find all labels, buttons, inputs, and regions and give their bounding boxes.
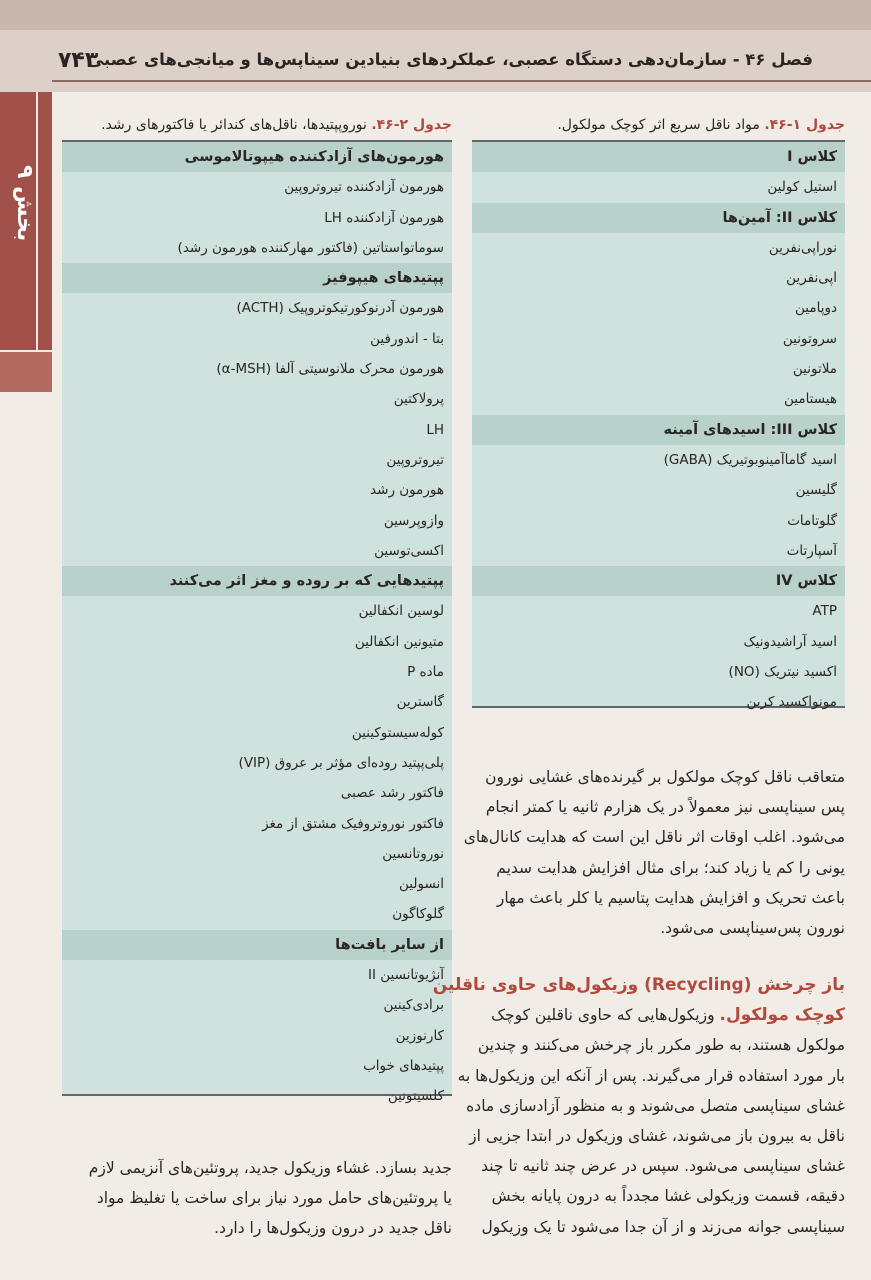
text-line: باعث تحریک و افزایش هدایت پتاسیم یا کلر باعث مهار <box>496 888 845 907</box>
table-row: فاکتور رشد عصبی <box>340 785 444 802</box>
table1-small-molecule-transmitters <box>472 140 845 711</box>
table-row: مونواکسید کربن <box>746 694 837 711</box>
table-row: دوپامین <box>795 300 837 317</box>
header-rule <box>52 80 871 82</box>
text-line: بار مورد استفاده قرار می‌گیرند. پس از آنکه این وزیکول‌ها به <box>457 1066 845 1085</box>
table-row: آنژیوتانسین II <box>368 967 444 984</box>
table-row: ملاتونین <box>792 361 837 378</box>
table-group-heading: کلاس IV <box>472 566 845 596</box>
section-subheading-line1: باز چرخش (Recycling) وزیکول‌های حاوی ناقلین <box>432 975 845 995</box>
table-row: بتا - اندورفین <box>370 330 444 347</box>
table-row: پلی‌پپتید روده‌ای مؤثر بر عروق (VIP) <box>238 754 444 771</box>
table-row: سوماتواستاتین (فاکتور مهارکننده هورمون رشد) <box>177 239 444 256</box>
table-row: هورمون آزادکننده تیروتروپین <box>284 179 444 196</box>
text-line: پس سیناپسی نیز معمولاً در یک هزارم ثانیه یا کمتر انجام <box>485 798 845 817</box>
section-subheading-line2: کوچک مولکول. <box>719 1005 845 1026</box>
table-row: پرولاکتین <box>393 391 444 408</box>
text-line: می‌شود. اغلب اوقات اثر ناقل این است که هدایت کانال‌های <box>463 828 845 847</box>
body-section-recycling <box>432 970 845 1242</box>
table-row: برادی‌کینین <box>383 997 444 1014</box>
table-row: لوسین انکفالین <box>358 603 444 620</box>
table-group-heading: پپتیدهای هیپوفیز <box>62 263 452 293</box>
table-group-heading: هورمون‌های آزادکننده هیپوتالاموسی <box>62 142 452 172</box>
table-row: سروتونین <box>782 330 837 347</box>
table-row: کوله‌سیستوکینین <box>351 724 444 741</box>
page-number: ۷۴۳ <box>58 48 99 73</box>
table2-neuropeptides <box>62 140 452 1105</box>
table-group-heading: کلاس III: اسیدهای آمینه <box>472 415 845 445</box>
table1-caption-label: جدول ۱-۴۶. <box>764 117 845 133</box>
table-row: وازوپرسین <box>383 512 444 529</box>
table-group-heading: کلاس I <box>472 142 845 172</box>
table-row: متیونین انکفالین <box>354 633 444 650</box>
header-top-band <box>0 0 871 30</box>
table-row: اکسید نیتریک (NO) <box>728 664 837 681</box>
table-row: هورمون آدرنوکورتیکوتروپیک (ACTH) <box>236 300 444 317</box>
table-row: اکسی‌توسین <box>374 542 444 559</box>
table-row: هورمون محرک ملانوسیتی آلفا (α-MSH) <box>216 361 444 378</box>
body-paragraph-3 <box>62 1153 452 1244</box>
table-row: فاکتور نوروتروفیک مشتق از مغز <box>262 815 444 832</box>
table-group-heading: کلاس II: آمین‌ها <box>472 203 845 233</box>
table-row: اسید آراشیدونیک <box>743 633 837 650</box>
table-row: گلوتامات <box>787 512 837 529</box>
side-tab-strip <box>0 352 52 392</box>
text-line: ناقل به بیرون باز می‌شوند، غشای وزیکول در ابتدا جزیی از <box>469 1127 845 1146</box>
table-group-heading: پپتیدهایی که بر روده و مغز اثر می‌کنند <box>62 566 452 596</box>
text-line: غشای سیناپسی متصل می‌شوند و به منظور آزادسازی ماده <box>466 1096 845 1115</box>
table-row: کلسیتونین <box>387 1088 444 1105</box>
table-row: گلیسین <box>795 482 837 499</box>
chapter-title: فصل ۴۶ - سازمان‌دهی دستگاه عصبی، عملکردهای بنیادین سیناپس‌ها و میانجی‌های عصبی <box>87 50 813 69</box>
body-paragraph-1 <box>463 762 845 943</box>
text-line: غشای سیناپسی می‌شود. سپس در عرض چند ثانیه تا چند <box>481 1157 845 1176</box>
text-line: یا پروتئین‌های حامل مورد نیاز برای ساخت یا تغلیظ مواد <box>96 1189 452 1208</box>
table-group-heading: از سایر بافت‌ها <box>62 930 452 960</box>
table-row: کارنوزین <box>395 1027 444 1044</box>
table-row: آسپارتات <box>786 542 837 559</box>
text-line: دقیقه، قسمت وزیکولی غشا مجدداً به درون پایانه بخش <box>491 1187 845 1206</box>
text-line: یونی را کم یا زیاد کند؛ برای مثال افزایش هدایت سدیم <box>496 858 845 877</box>
table-row: ماده P <box>407 664 444 681</box>
table-row: اسید گاماآمینوبوتیریک (GABA) <box>663 451 837 468</box>
table-row: نوروتانسین <box>382 845 444 862</box>
table1-caption <box>465 117 845 133</box>
section-side-label: بخش ۹ <box>12 165 37 242</box>
table-row: ATP <box>812 603 837 620</box>
table-row: LH <box>426 421 444 438</box>
text-line: سیناپسی جوانه می‌زند و از آن جدا می‌شود تا یک وزیکول <box>481 1217 845 1236</box>
table-row: پپتیدهای خواب <box>363 1057 444 1074</box>
table2-caption-label: جدول ۲-۴۶. <box>371 117 452 133</box>
table-row: گاسترین <box>396 694 444 711</box>
table-row: هورمون رشد <box>370 482 444 499</box>
table-row: انسولین <box>399 876 444 893</box>
text-line: نورون پس‌سیناپسی می‌شود. <box>660 919 845 938</box>
text-line: ناقل جدید در درون وزیکول‌ها را دارد. <box>214 1219 452 1238</box>
table-row: استیل کولین <box>767 179 837 196</box>
text-line: مولکول هستند، به طور مکرر باز چرخش می‌کنند و چندین <box>477 1036 845 1055</box>
text-line: متعاقب ناقل کوچک مولکول بر گیرنده‌های غشایی نورون <box>485 768 845 786</box>
table2-caption <box>62 117 452 133</box>
table-row: تیروتروپین <box>386 451 444 468</box>
table-row: گلوکاگون <box>392 906 444 923</box>
table-row: اپی‌نفرین <box>786 270 837 287</box>
text-line: جدید بسازد. غشاء وزیکول جدید، پروتئین‌های آنزیمی لازم <box>88 1159 452 1177</box>
table-row: هیستامین <box>783 391 837 408</box>
table1-caption-text: مواد ناقل سریع اثر کوچک مولکول. <box>557 117 760 133</box>
table-row: هورمون آزادکننده LH <box>324 209 444 226</box>
paragraph2-first-line: وزیکول‌هایی که حاوی ناقلین کوچک <box>491 1006 715 1025</box>
table2-caption-text: نوروپپتیدها، ناقل‌های کندائر یا فاکتورهای رشد. <box>101 117 367 133</box>
table-row: نوراپی‌نفرین <box>768 239 837 256</box>
